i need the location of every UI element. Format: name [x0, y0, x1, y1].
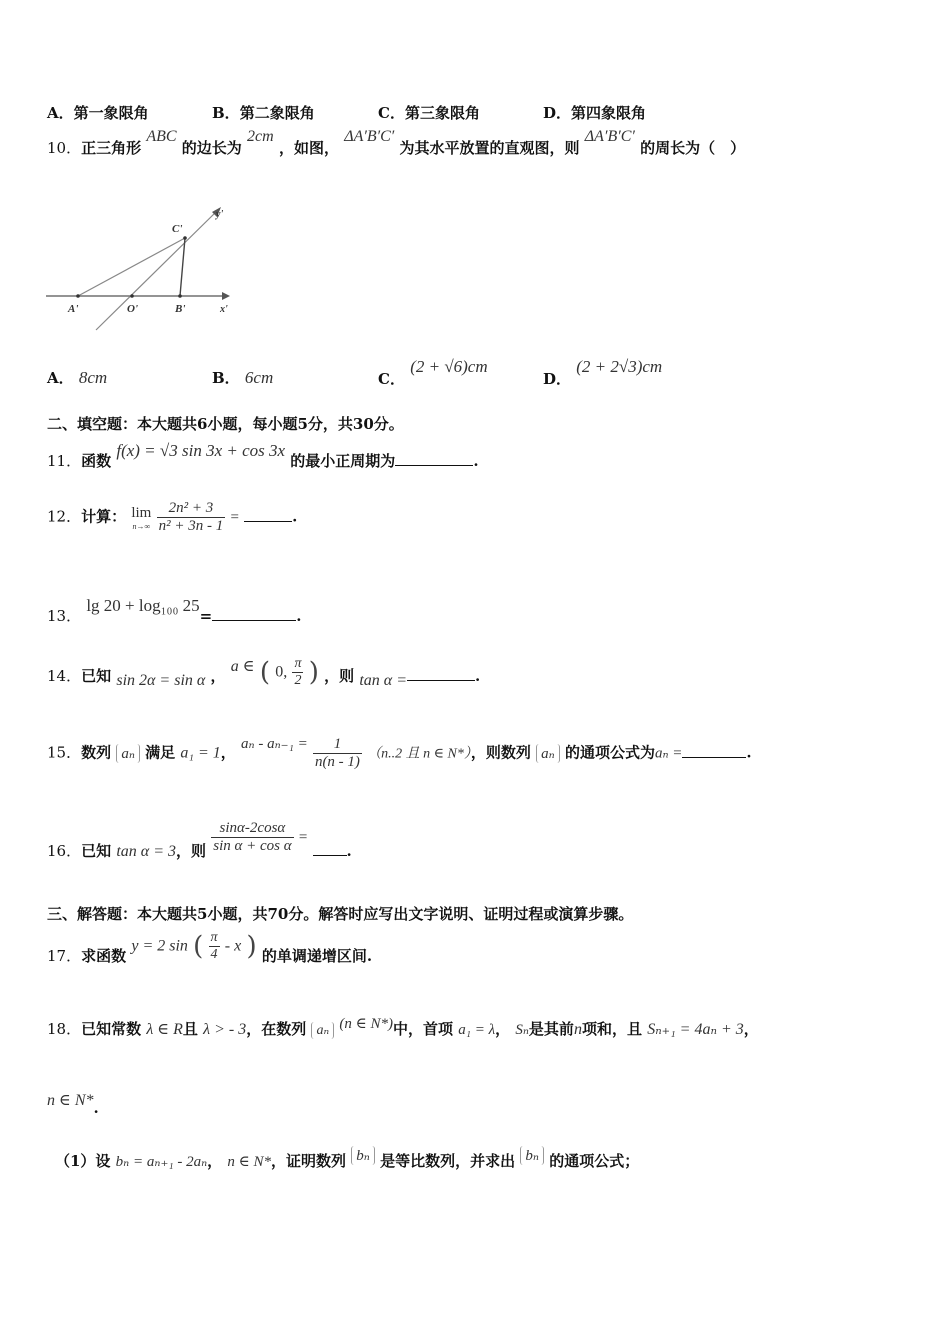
question-18-line-2: n ∈ N*. — [47, 1092, 99, 1117]
question-18: 18．已知常数 λ ∈ R且 λ > - 3，在数列 aₙ (n ∈ N*)中，首项 a₁ = λ， Sₙ是其前n项和，且 Sₙ₊₁ = 4aₙ + 3， — [47, 1016, 759, 1038]
label-o: O' — [127, 303, 138, 315]
q13-answer-blank — [212, 606, 296, 621]
question-10: 10．正三角形 ABC 的边长为 2cm ，如图， ΔA′B′C′ 为其水平放置的直观图，则 ΔA′B′C′ 的周长为（ ） — [47, 128, 746, 157]
section-3-title: 三、解答题：本大题共5小题，共70分。解答时应写出文字说明、证明过程或演算步骤。 — [47, 905, 634, 923]
q12-limit: lim n→∞ — [131, 504, 152, 531]
q9-option-a: A．第一象限角 — [47, 104, 149, 122]
question-18-part-1: （1）设 bₙ = aₙ₊₁ - 2aₙ， n ∈ N*，证明数列 bₙ 是等比数列，并求出 bₙ 的通项公式； — [55, 1148, 640, 1170]
q14-pi-over-2: $\frac{\pi}{2}$ — [294, 656, 302, 688]
q10-oblique-figure — [40, 200, 240, 340]
q17-pi-over-4: $\frac{\pi}{4}$ — [210, 930, 218, 962]
point-b — [178, 294, 182, 298]
y-axis — [96, 210, 218, 330]
q14-answer-blank — [407, 666, 475, 681]
q9-option-b: B．第二象限角 — [212, 104, 315, 122]
q12-answer-blank — [244, 507, 292, 522]
section-2-title: 二、填空题：本大题共6小题，每小题5分，共30分。 — [47, 415, 404, 433]
question-15: 15．数列 aₙ 满足 a₁ = 1， aₙ - aₙ₋₁ = $\frac{1}{n(n - 1)}$ （n..2 且 n ∈ N*），则数列 aₙ 的通项公式为aₙ = . — [47, 735, 752, 770]
question-11: 11．函数 f(x) = √3 sin 3x + cos 3x 的最小正周期为 . — [47, 441, 479, 470]
point-c — [183, 236, 187, 240]
q11-answer-blank — [395, 451, 473, 466]
label-x: x' — [220, 304, 228, 315]
q10-option-c: C． (2 + √6)cm — [378, 357, 488, 388]
x-axis-arrow-icon — [222, 292, 230, 300]
q16-fraction: $\frac{\sin\alpha-2\cos\alpha}{\text{sin α + cos α}}$ — [213, 820, 292, 854]
q15-fraction: $\frac{1}{n(n - 1)}$ — [314, 736, 360, 770]
question-14: 14．已知 sin 2α = sin α ， a ∈ ( 0, $\frac{\pi}{2}$ ) ，则 tan α = . — [47, 656, 481, 689]
q9-option-d: D．第四象限角 — [543, 104, 647, 122]
q10-option-a: A． 8cm — [47, 368, 108, 387]
q10-option-b: B． 6cm — [212, 368, 274, 387]
q16-answer-blank — [313, 841, 347, 856]
q10-option-d: D． (2 + 2√3)cm — [543, 357, 663, 388]
question-16: 16．已知 tan α = 3，则 $\frac{\sin\alpha-2\cos\alpha}{\text{sin α + cos α}}$ = . — [47, 820, 352, 860]
label-c: C' — [172, 223, 183, 235]
point-a — [76, 294, 80, 298]
question-13: 13． lg 20 + log₁₀₀ 25= . — [47, 596, 302, 625]
q15-answer-blank — [682, 743, 746, 758]
label-y: y' — [216, 209, 224, 220]
q12-fraction: $\frac{\text{2n² + 3}}{\text{n² + 3n - 1}}$ — [158, 500, 224, 534]
label-b: B' — [175, 303, 186, 315]
segment-a-c — [78, 238, 185, 296]
label-a: A' — [68, 303, 79, 315]
q9-option-c: C．第三象限角 — [378, 104, 480, 122]
point-o — [130, 294, 134, 298]
question-12: 12．计算： lim n→∞ $\frac{\text{2n² + 3}}{\text{n² + 3n - 1}}$ = . — [47, 500, 298, 534]
question-17: 17．求函数 y = 2 sin ( $\frac{\pi}{4}$ - x ) 的单调递增区间. — [47, 930, 373, 965]
